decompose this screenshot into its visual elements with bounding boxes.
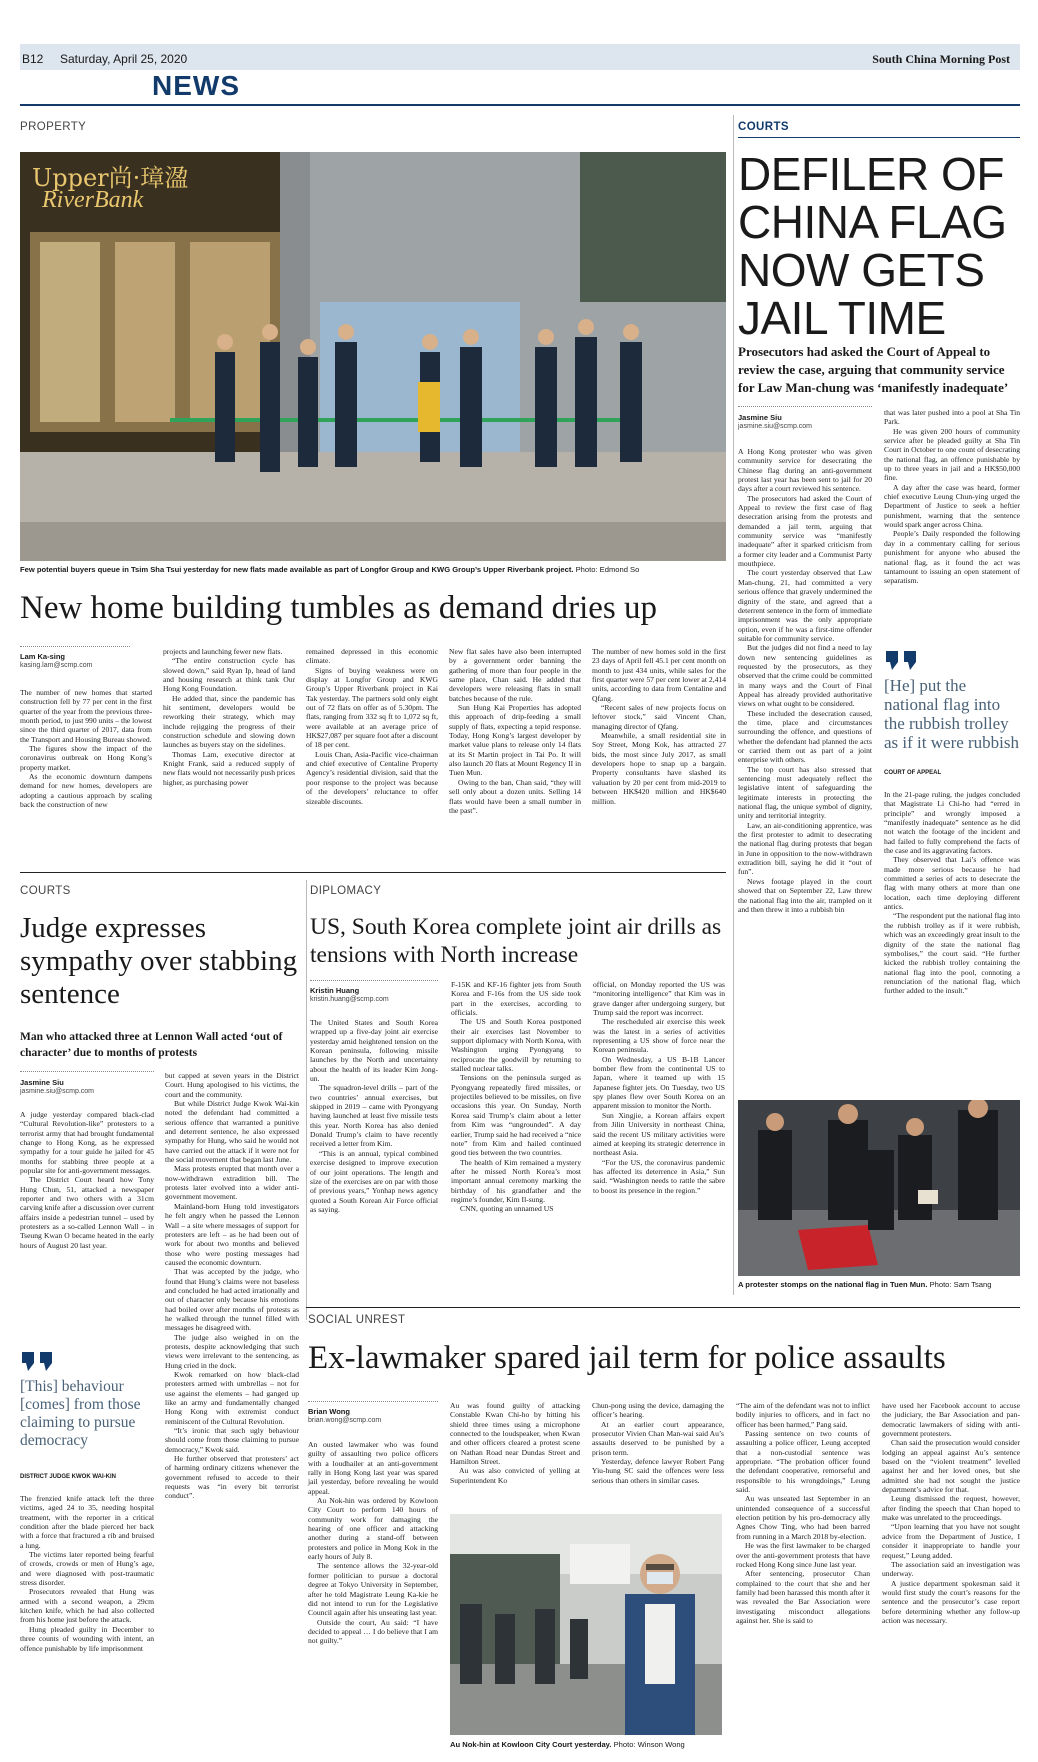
- lawmaker-byline-rule: [308, 1401, 438, 1402]
- judge-column-1: [20, 1110, 154, 1250]
- paragraph: That was accepted by the judge, who found that Hung’s claims were not baseless and concluded he had acted irrationally and out of character only because his emotions had boiled over after months of protests as he walked through the tunnel filled with messages he disagreed with.: [165, 1267, 299, 1333]
- paragraph: Passing sentence on two counts of assaulting a police officer, Leung accepted that a non-custodial sentence was appropriate. “The probation officer found the defendant cooperative, remorseful and responsible to his wrongdoings,” Leung said.: [736, 1429, 870, 1495]
- judge-column-1b: [20, 1494, 154, 1653]
- lawmaker-byline-email: brian.wong@scmp.com: [308, 1417, 382, 1424]
- paragraph: In the 21-page ruling, the judges concluded that Magistrate Li Chi-ho had “erred in principle” and wrongly imposed a “manifestly inadequate” sentence as he did not watch the footage of the incident and had failed to fully comprehend the facts of the case and its aggravating factors.: [884, 790, 1020, 856]
- paragraph: A day after the case was heard, former chief executive Leung Chun-ying urged the Department of Justice to seek a heftier punishment, warning that the sentence would spark anger across China.: [884, 482, 1020, 530]
- paragraph: New flat sales have also been interrupted by a government order banning the gathering of more than four people in the same place, Chan said. He added that developers were releasing flats in small batches because of the rule.: [449, 647, 581, 703]
- judge-standfirst: Man who attacked three at Lennon Wall acted ‘out of character’ due to months of protests: [20, 1031, 283, 1059]
- paragraph: The victims later reported being fearful of crowds, crowds or men of Hung’s age, and were diagnosed with post-traumatic stress disorder.: [20, 1550, 154, 1588]
- paragraph: “This is an annual, typical combined exercise designed to improve execution of our joint operations. The length and size of the exercises are on par with those of previous years,” Yonhap news agency quoted a South Korean Air Force official as saying.: [310, 1148, 438, 1214]
- paragraph: CNN, quoting an unnamed US: [460, 1204, 554, 1214]
- paragraph: He was given 200 hours of community service after he pleaded guilty at Sha Tin Court in October to one count of desecrating the national flag, an offence punishable by up to three years in jail and a HK$50,000 fine.: [884, 426, 1020, 483]
- property-photo-sign-cn: Upper尚·璋溋: [32, 164, 189, 192]
- paragraph: Chan said the prosecution would consider lodging an appeal against Au’s sentence based on the “violent treatment” levelled against her and her loved ones, but she admitted she had not sought the justice department’s advice for that.: [882, 1438, 1020, 1495]
- paragraph: But the judges did not find a need to lay down new sentencing guidelines as requested by the prosecutors, as they observed that the crime could be committed in many ways and the Court of Final Appeal has already provided authoritative views on what ought to be considered.: [738, 643, 872, 709]
- flag-byline-name: Jasmine Siu: [738, 413, 782, 422]
- drills-bottom-rule: [306, 1307, 1020, 1308]
- paragraph: “The aim of the defendant was not to inflict bodily injuries to officers, and in fact no officer has been harmed,” Pang said.: [736, 1401, 870, 1429]
- judge-byline-rule: [20, 1071, 154, 1072]
- lawmaker-column-4: [736, 1401, 870, 1625]
- masthead-rule: [20, 104, 1020, 106]
- paragraph: He further observed that protesters’ act of harming ordinary citizens whenever the government refused to accede to their requests was “in every bit terrorist conduct”.: [165, 1454, 299, 1501]
- lawmaker-column-2: [450, 1401, 580, 1485]
- paragraph: Meanwhile, a small residential site in Soy Street, Mong Kok, has attracted 27 bids, the most since July 2017, as small developers hope to snap up a bargain. Property consultants have slashed its valuation by 20 per cent from mid-2019 to between HK$420 million and HK$640 million.: [592, 731, 726, 806]
- paragraph: He was the first lawmaker to be charged over the anti-government protests that have rocked Hong Kong since June last year.: [736, 1541, 870, 1569]
- paragraph: Au was also convicted of yelling at Superintendent Ko: [450, 1466, 580, 1485]
- drills-column-3: [593, 980, 725, 1195]
- property-column: [449, 647, 581, 815]
- paragraph: Mass protests erupted that month over a now-withdrawn extradition bill. The protests later evolved into a wider anti-government movement.: [165, 1164, 299, 1202]
- section-label-courts-flag: COURTS: [738, 121, 789, 133]
- property-column: [592, 647, 726, 806]
- drills-headline: US, South Korea complete joint air drills as tensions with North increase: [310, 914, 722, 968]
- paragraph: Prosecutors revealed that Hung was armed with a second weapon, a 29cm kitchen knife, which he had also collected from his home just before the attack.: [20, 1587, 154, 1625]
- paragraph: Sun Hung Kai Properties has adopted this approach of drip-feeding a small supply of flats, expecting a tepid response. Today, Hong Kong’s largest developer by market value plans to release only 14 flats at its St Martin project in Tai Po. It will also launch 20 flats at Mount Regency II in Tuen Mun.: [449, 703, 581, 778]
- paragraph: He added that, since the pandemic has hit sentiment, developers would be reworking their strategy, which may include rejigging the progress of their construction schedule and slowing down launches as buyers stay on the sidelines.: [163, 693, 295, 750]
- paragraph: “For the US, the coronavirus pandemic has affected its deterrence in Asia,” Sun said. “Washington needs to rattle the sabre to boost its presence in the region.”: [593, 1157, 725, 1195]
- paragraph: As the economic downturn dampens demand for new homes, developers are adopting a cautious approach by scaling back the construction of new: [20, 772, 152, 810]
- paragraph: Tensions on the peninsula surged as Pyongyang repeatedly fired missiles, or projectiles believed to be missiles, on five occasions this year. On Sunday, North Korea said Trump’s claim about a letter from Kim was “ungrounded”. A day earlier, Trump said he had received a “nice note” from Kim and hailed continued good ties between the two countries.: [451, 1073, 582, 1158]
- lawmaker-column-5: [882, 1401, 1020, 1625]
- flag-photo-caption: A protester stomps on the national flag in Tuen Mun. Photo: Sam Tsang: [738, 1280, 992, 1289]
- lawmaker-photo-caption: Au Nok-hin at Kowloon City Court yesterday. Photo: Winson Wong: [450, 1740, 685, 1749]
- paragraph: The top court has also stressed that sentencing must adequately reflect the legislative intent of safeguarding the legitimate interests in protecting the national flag, the unique symbol of dignity, unity and territorial integrity.: [738, 764, 872, 821]
- judge-byline-name: Jasmine Siu: [20, 1078, 64, 1087]
- property-photo: [20, 152, 726, 561]
- page-date: Saturday, April 25, 2020: [60, 52, 188, 66]
- paragraph: remained depressed in this economic climate.: [306, 647, 438, 666]
- flag-photo: [738, 1100, 1020, 1276]
- flag-photo-art: [738, 1100, 1020, 1276]
- quote-mark-icon: [20, 1350, 58, 1372]
- paragraph: But while District Judge Kwok Wai-kin noted the defendant had committed a serious offence that warranted a punitive and deterrent sentence, he also expressed sympathy for Hung, who said he would not have carried out the attack if it were not for the social movement that began last June.: [165, 1099, 299, 1165]
- paragraph: Kwok remarked on how black-clad protesters armed with umbrellas – not for use against the elements – had ganged up like an army and fundamentally changed Hong Kong with extremist conduct reminiscent of the Cultural Revolution.: [165, 1370, 299, 1426]
- judge-column-2: [165, 1071, 299, 1501]
- flag-top-rule: [738, 137, 1020, 138]
- paragraph: “The entire construction cycle has slowed down,” said Ryan Ip, head of land and housing research at think tank Our Hong Kong Foundation.: [163, 656, 295, 694]
- flag-byline-rule: [738, 406, 872, 407]
- right-column-divider: [733, 115, 734, 1295]
- paragraph: On Wednesday, a US B-1B Lancer bomber flew from the continental US to Japan, where it teamed up with 15 Japanese fighter jets. On Tuesday, two US spy planes flew over South Korea on an apparent mission to monitor the North.: [593, 1054, 725, 1111]
- paragraph: “Recent sales of new projects focus on leftover stock,” said Vincent Chan, managing director of Qfang.: [592, 703, 726, 731]
- paragraph: projects and launching fewer new flats.: [163, 647, 283, 656]
- flag-column-2a: [884, 408, 1020, 586]
- paragraph: Mainland-born Hung told investigators he felt angry when he passed the Lennon Wall – a site where messages of support for protesters are left – as he had been out of work for about two months and believed those who were posting messages had caused the economic downturn.: [165, 1201, 299, 1267]
- paragraph: Thomas Lam, executive director at Knight Frank, said a reduced supply of new flats would not necessarily push prices higher, as purchasing power: [163, 749, 296, 787]
- drills-column-2: [451, 980, 581, 1214]
- paragraph: The judge also weighed in on the protests, despite acknowledging that such views were irrelevant to the sentencing, as Hung cried in the dock.: [165, 1332, 299, 1370]
- paragraph: Leung dismissed the request, however, after finding the speech that Chan hoped to make was unrelated to the proceedings.: [882, 1494, 1020, 1523]
- lawmaker-photo-art: [450, 1514, 722, 1735]
- paragraph: They observed that Lai’s offence was made more serious because he had committed a series of acts to desecrate the flag with many others at more than one location, each time deploying different antics.: [884, 855, 1020, 912]
- paragraph: Hung pleaded guilty in December to three counts of wounding with intent, an offence punishable by life imprisonment: [20, 1624, 154, 1653]
- paragraph: The number of new homes that started construction fell by 77 per cent in the first quarter of the year from the previous three-month period, to just 990 units – the lowest since the third quarter of 2017, data from the Transport and Housing Bureau showed.: [20, 688, 152, 744]
- judge-byline-email: jasmine.siu@scmp.com: [20, 1088, 95, 1095]
- property-photo-caption: Few potential buyers queue in Tsim Sha Tsui yesterday for new flats made available as part of Longfor Group and KWG Group’s Upper Riverbank project. Photo: Edmond So: [20, 565, 640, 574]
- drills-byline-name: Kristin Huang: [310, 986, 360, 995]
- lawmaker-byline-name: Brian Wong: [308, 1407, 350, 1416]
- property-photo-sign-en: RiverBank: [42, 187, 144, 213]
- section-label-courts-judge: COURTS: [20, 885, 71, 897]
- paragraph: Yesterday, defence lawyer Robert Pang Yiu-hung SC said the offences were less serious than others in similar cases.: [592, 1457, 724, 1485]
- paragraph: A judge yesterday compared black-clad “Cultural Revolution-like” protesters to a terrorist army that had brought fundamental change to Hong Kong, as he expressed sympathy for a tour guide he jailed for 45 months for stabbing three people at a popular site for anti-government messages.: [20, 1110, 154, 1176]
- paragraph: The number of new homes sold in the first 23 days of April fell 45.1 per cent month on month to just 434 units, while sales for the first quarter were 57 per cent lower at 2,414 units, according to data from Centaline and Qfang.: [592, 647, 726, 703]
- paragraph: but capped at seven years in the District Court. Hung apologised to his victims, the court and the community.: [165, 1071, 299, 1099]
- paragraph: The District Court heard how Tony Hung Chun, 51, attacked a newspaper reporter and two others with a 31cm carving knife after a discussion over current affairs inside a pedestrian tunnel – used by protesters as a so-called Lennon Wall – in Tseung Kwan O became heated in the early hours of August 20 last year.: [20, 1175, 154, 1250]
- page-number: B12: [22, 52, 44, 66]
- drills-byline-email: kristin.huang@scmp.com: [310, 996, 389, 1003]
- property-column: [20, 688, 152, 809]
- property-byline-rule: [20, 646, 130, 647]
- paragraph: Signs of buying weakness were on display at Longfor Group and KWG Group’s Upper Riverbank project in Kai Tak yesterday. The partners sold only eight out of 72 flats on offer as of 5.30pm. The flats, ranging from 332 sq ft to 1,072 sq ft, were available at an average price of HK$27,087 per square foot after a discount of 18 per cent.: [306, 665, 438, 750]
- property-byline-name: Lam Ka-sing: [20, 652, 66, 661]
- judge-headline: Judge expresses sympathy over stabbing sentence: [20, 912, 298, 1010]
- property-byline-email: kasing.lam@scmp.com: [20, 662, 93, 669]
- lawmaker-headline: Ex-lawmaker spared jail term for police assaults: [308, 1340, 946, 1376]
- paragraph: F-15K and KF-16 fighter jets from South Korea and F-16s from the US side took part in the exercises, according to officials.: [451, 980, 581, 1018]
- paragraph: Au was unseated last September in an unintended consequence of a successful election petition by his pro-democracy ally Agnes Chow Ting, who had been barred from running in a March 2018 by-election.: [736, 1494, 870, 1541]
- property-column: [163, 647, 295, 787]
- flag-column-1: [738, 447, 872, 914]
- drills-column-1: [310, 1018, 438, 1214]
- paragraph: The figures show the impact of the coronavirus outbreak on Hong Kong’s property market.: [20, 744, 152, 772]
- flag-pull-source: COURT OF APPEAL: [884, 770, 942, 776]
- section-title: NEWS: [152, 70, 240, 101]
- paragraph: News footage played in the court showed that on September 22, Law threw the national flag into the air, trampled on it and then threw it into a rubbish bin: [738, 876, 872, 914]
- judge-pull-quote: [This] behaviour [comes] from those claiming to pursue democracy: [20, 1378, 141, 1449]
- paragraph: Au Nok-hin was ordered by Kowloon City Court to perform 140 hours of community work for damaging the hearing of one officer and attacking another during a stand-off between protesters and police in Mong Kok in the early hours of July 8.: [308, 1496, 438, 1562]
- paragraph: These included the desecration caused, the time, place and circumstances surrounding the offence, and questions of whether the defendant had planned the acts or carried them out as part of a joint enterprise with others.: [738, 708, 872, 765]
- section-label-diplomacy: DIPLOMACY: [310, 885, 382, 897]
- paragraph: The court yesterday observed that Law Man-chung, 21, had committed a very serious offence that gravely undermined the dignity of the state, and agreed that a deterrent sentence in the form of immediate imprisonment was the only appropriate option, even if he was a first-time offender suitable for community service.: [738, 568, 872, 643]
- paragraph: The United States and South Korea wrapped up a five-day joint air exercise yesterday amid heightened tension on the Korean peninsula, following missile launches by the North and uncertainty about the health of its leader Kim Jong-un.: [310, 1018, 438, 1084]
- paragraph: official, on Monday reported the US was “monitoring intelligence” that Kim was in grave danger after undergoing surgery, but Trump said the report was incorrect.: [593, 980, 725, 1018]
- flag-pull-quote: [He] put the national flag into the rubbish trolley as if it were rubbish: [884, 676, 1020, 752]
- quote-mark-icon: [884, 649, 922, 671]
- paragraph: People’s Daily responded the following day in a commentary calling for serious punishment for anyone who abused the national flag, as it found the act was tantamount to issuing an open statement of separatism.: [884, 529, 1020, 586]
- paragraph: The health of Kim remained a mystery after he missed North Korea’s most important annual ceremony marking the birthday of his grandfather and the regime’s founder, Kim Il-sung.: [451, 1157, 581, 1204]
- paragraph: The rescheduled air exercise this week was the latest in a series of activities representing a US show of force near the Korean peninsula.: [593, 1017, 725, 1055]
- paragraph: The sentence allows the 32-year-old former politician to pursue a doctoral degree at Tokyo University in September, after he told Magistrate Leung Ka-kie he did not intend to run for the Legislative Council again after his unseating last year.: [308, 1561, 438, 1618]
- paragraph: Louis Chan, Asia-Pacific vice-chairman and chief executive of Centaline Property Agency’s residential division, said that the poor response to the project was because of the developers’ reluctance to offer sizeable discounts.: [306, 749, 438, 806]
- judge-pull-source: DISTRICT JUDGE KWOK WAI-KIN: [20, 1474, 116, 1480]
- paragraph: “The respondent put the national flag into the rubbish trolley as if it were rubbish, which was an exceedingly great insult to the dignity of the state the national flag symbolises,” the court said. “He further kicked the rubbish trolley containing the national flag into the pool, connoting a renunciation of the national flag, which further added to the insult.”: [884, 911, 1020, 996]
- paragraph: The prosecutors had asked the Court of Appeal to review the first case of flag desecration arising from the protests and demanded a jail term, arguing that community service was “manifestly inadequate” after it sparked criticism from a former city leader and a Communist Party mouthpiece.: [738, 493, 872, 569]
- paragraph: “Upon learning that you have not sought advice from the Department of Justice, I consider it inappropriate to handle your request,” Leung added.: [882, 1522, 1020, 1560]
- paragraph: have used her Facebook account to accuse the judiciary, the Bar Association and pan-democratic lawmakers of siding with anti-government protesters.: [882, 1401, 1020, 1439]
- property-column: [306, 647, 438, 806]
- flag-column-2b: [884, 790, 1020, 996]
- paragraph: that was later pushed into a pool at Sha Tin Park.: [884, 408, 1020, 427]
- property-headline: New home building tumbles as demand dries up: [20, 590, 657, 626]
- paragraph: An ousted lawmaker who was found guilty of assaulting two police officers with a loudhailer at an anti-government rally in Hong Kong last year was spared jail yesterday, before revealing he would appeal.: [308, 1440, 438, 1496]
- paragraph: A justice department spokesman said it would first study the court’s reasons for the sentence and the prosecutor’s case report before determining whether any follow-up action was necessary.: [882, 1578, 1020, 1625]
- paragraph: Sun Xingjie, a Korean affairs expert from Jilin University in northeast China, said the recent US military activities were aimed at keeping its strategic deterrence in northeast Asia.: [593, 1110, 725, 1158]
- section-label-property: PROPERTY: [20, 121, 87, 133]
- paragraph: Chun-pong using the device, damaging the officer’s hearing.: [592, 1401, 724, 1420]
- paragraph: The frenzied knife attack left the three victims, aged 24 to 35, needing hospital treatment, with the reporter in a critical condition after the blade pierced her back with a force that fractured a rib and bruised a lung.: [20, 1494, 154, 1550]
- paragraph: A Hong Kong protester who was given community service for desecrating the Chinese flag during an anti-government protest last year has been sent to jail for 20 days after a court reviewed his sentence.: [738, 447, 872, 494]
- paragraph: After sentencing, prosecutor Chan complained to the court that she and her family had been harassed this month after it was revealed the Bar Association were investigating misconduct allegations against her. She is said to: [736, 1569, 870, 1625]
- section-label-social-unrest: SOCIAL UNREST: [308, 1314, 406, 1326]
- lawmaker-column-1: [308, 1440, 438, 1646]
- flag-headline: DEFILER OF CHINA FLAG NOW GETS JAIL TIME: [738, 148, 1007, 344]
- paragraph: At an earlier court appearance, prosecutor Vivien Chan Man-wai said Au’s assaults deserved to be punished by a prison term.: [592, 1419, 724, 1457]
- flag-byline-email: jasmine.siu@scmp.com: [738, 423, 813, 430]
- paragraph: Law, an air-conditioning apprentice, was the first protester to admit to desecrating the national flag during protests that began in June in opposition to the now-withdrawn extradition bill, saying he did it “out of fun”.: [738, 820, 872, 877]
- paragraph: “It’s ironic that such ugly behaviour should come from those claiming to pursue democracy,” Kwok said.: [165, 1426, 299, 1454]
- paragraph: Outside the court, Au said: “I have decided to appeal … I do believe that I am not guilty.”: [308, 1617, 438, 1646]
- judge-divider: [306, 880, 307, 1320]
- publication-name: South China Morning Post: [872, 52, 1010, 66]
- property-bottom-rule: [20, 872, 726, 873]
- paragraph: Owing to the ban, Chan said, “they will sell only about a dozen units. Selling 14 flats would have been a small number in the past”.: [449, 777, 581, 815]
- drills-byline-rule: [310, 980, 438, 981]
- flag-standfirst: Prosecutors had asked the Court of Appeal to review the case, arguing that community service for Law Man-chung was ‘manifestly inadequate’: [738, 344, 1009, 395]
- paragraph: The squadron-level drills – part of the two countries’ annual exercises, but skipped in 2019 – came with Pyongyang having launched at least five missile tests this year. North Korea has also denied Donald Trump’s claim to have recently received a letter from Kim.: [310, 1083, 438, 1149]
- lawmaker-photo: [450, 1514, 722, 1735]
- lawmaker-column-3: [592, 1401, 724, 1485]
- paragraph: The association said an investigation was underway.: [882, 1559, 1020, 1579]
- paragraph: The US and South Korea postponed their air exercises last November to support diplomacy with North Korea, with Washington urging Pyongyang to reciprocate the goodwill by returning to stalled nuclear talks.: [451, 1017, 581, 1074]
- paragraph: Au was found guilty of attacking Constable Kwan Chi-ho by hitting his shield three times using a microphone connected to the loudspeaker, when Kwan and other officers cleared a protest scene on Nathan Road near Dundas Street and Hamilton Street.: [450, 1401, 580, 1467]
